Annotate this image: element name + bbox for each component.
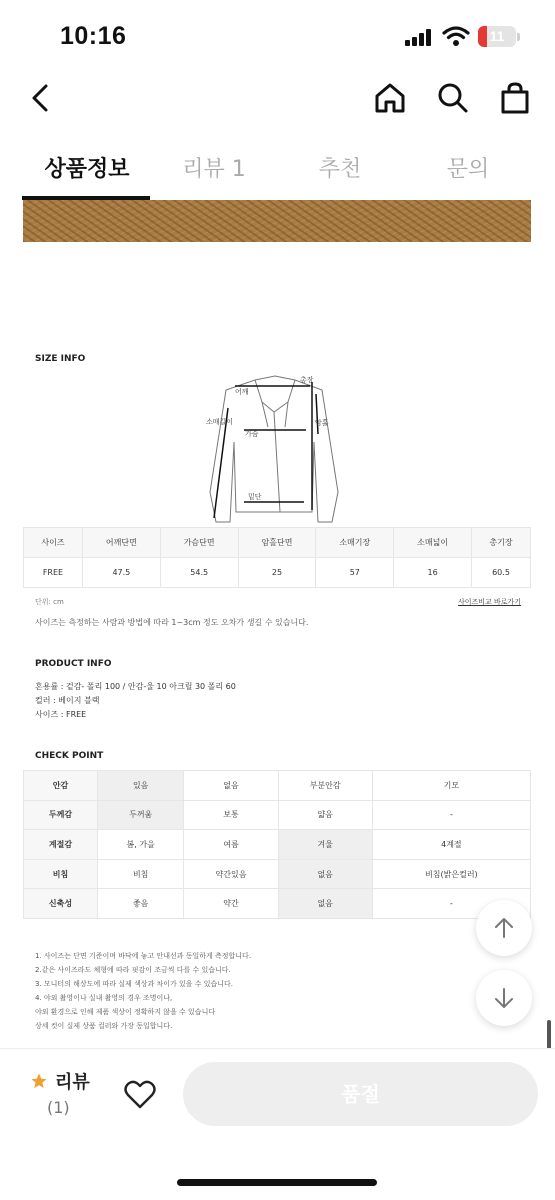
check-cell: 보통 <box>184 800 278 830</box>
diagram-label-hem: 밑단 <box>248 493 262 501</box>
diagram-label-total-length: 총장 <box>300 376 314 384</box>
scroll-top-button[interactable] <box>476 900 532 956</box>
footnote-5: 야외 환경으로 인해 제품 색상이 정확하지 않을 수 있습니다 <box>35 1008 216 1016</box>
soldout-button[interactable]: 품절 <box>183 1062 538 1126</box>
star-icon <box>30 1072 48 1090</box>
check-label: 두께감 <box>24 800 98 830</box>
status-time: 10:16 <box>60 22 127 50</box>
diagram-label-shoulder: 어깨 <box>235 388 249 396</box>
product-fabric-image <box>23 200 531 242</box>
review-count: (1) <box>47 1098 70 1117</box>
check-label: 신축성 <box>24 889 98 919</box>
unit-label: 단위: cm <box>35 598 64 606</box>
check-cell: - <box>372 800 530 830</box>
size-cell: 25 <box>238 558 316 588</box>
size-header-cell: 소매넓이 <box>394 528 472 558</box>
product-info-color: 컬러 : 베이지 블랙 <box>35 696 100 705</box>
check-cell: 없음 <box>184 771 278 801</box>
battery-icon <box>478 26 516 47</box>
check-cell-selected: 없음 <box>278 859 372 889</box>
search-icon <box>435 80 471 116</box>
product-info-title: PRODUCT INFO <box>35 659 112 669</box>
home-icon <box>372 80 408 116</box>
footnote-6: 상세 컷이 실제 상품 컬러와 가장 동일합니다. <box>35 1022 173 1030</box>
check-point-table <box>23 770 531 919</box>
check-cell: 기모 <box>372 771 530 801</box>
home-button[interactable] <box>372 80 408 116</box>
product-info-size: 사이즈 : FREE <box>35 710 87 719</box>
check-row-lining <box>24 771 531 801</box>
check-row-stretch <box>24 889 531 919</box>
size-header-cell: 어깨단면 <box>82 528 160 558</box>
size-cell: 54.5 <box>160 558 238 588</box>
check-label: 비침 <box>24 859 98 889</box>
size-cell: 47.5 <box>82 558 160 588</box>
check-cell: 4계절 <box>372 830 530 860</box>
back-button[interactable] <box>24 80 60 116</box>
size-cell: 60.5 <box>472 558 531 588</box>
battery-cap <box>517 33 520 41</box>
size-info-title: SIZE INFO <box>35 354 86 364</box>
size-note: 사이즈는 측정하는 사람과 방법에 따라 1~3cm 정도 오차가 생길 수 있습니다. <box>35 618 309 627</box>
size-cell: 16 <box>394 558 472 588</box>
jacket-diagram <box>200 372 350 527</box>
check-cell: 비침 <box>98 859 184 889</box>
size-cell: FREE <box>24 558 83 588</box>
check-cell: 여름 <box>184 830 278 860</box>
tab-inquiry[interactable]: 문의 <box>446 157 490 182</box>
scroll-bottom-button[interactable] <box>476 970 532 1026</box>
size-table-row <box>24 558 531 588</box>
tab-recommend[interactable]: 추천 <box>318 157 362 182</box>
size-compare-link[interactable]: 사이즈비교 바로가기 <box>458 598 522 606</box>
battery-level: 11 <box>489 28 505 44</box>
cart-button[interactable] <box>497 80 533 116</box>
check-cell: 좋음 <box>98 889 184 919</box>
wifi-icon <box>442 25 470 47</box>
size-table <box>23 527 531 588</box>
size-table-header <box>24 528 531 558</box>
size-header-cell: 사이즈 <box>24 528 83 558</box>
check-cell-selected: 겨울 <box>278 830 372 860</box>
diagram-label-chest: 가슴 <box>245 430 259 438</box>
check-label: 안감 <box>24 771 98 801</box>
status-bar <box>0 0 555 70</box>
size-cell: 57 <box>316 558 394 588</box>
check-cell-selected: 있음 <box>98 771 184 801</box>
check-cell: 약간 <box>184 889 278 919</box>
arrow-up-icon <box>492 916 516 940</box>
footnote-3: 3. 모니터의 해상도에 따라 실제 색상과 차이가 있을 수 있습니다. <box>35 980 233 988</box>
size-header-cell: 암홀단면 <box>238 528 316 558</box>
tab-bar <box>0 140 555 200</box>
check-label: 계절감 <box>24 830 98 860</box>
footnote-4: 4. 야외 촬영이나 실내 촬영의 경우 조명이나, <box>35 994 173 1002</box>
bag-icon <box>497 80 533 116</box>
check-cell-selected: 없음 <box>278 889 372 919</box>
size-header-cell: 총기장 <box>472 528 531 558</box>
check-row-sheerness <box>24 859 531 889</box>
home-indicator <box>177 1179 377 1186</box>
check-cell-selected: 두꺼움 <box>98 800 184 830</box>
cellular-signal-icon <box>405 28 435 46</box>
product-info-material: 혼용률 : 겉감- 폴리 100 / 안감-울 10 아크릴 30 폴리 60 <box>35 682 236 691</box>
tab-reviews[interactable]: 리뷰 1 <box>182 157 246 182</box>
check-cell: 얇음 <box>278 800 372 830</box>
size-header-cell: 소매기장 <box>316 528 394 558</box>
diagram-label-armhole: 암홀 <box>315 419 329 427</box>
size-header-cell: 가슴단면 <box>160 528 238 558</box>
check-cell: 부분안감 <box>278 771 372 801</box>
check-cell: - <box>372 889 530 919</box>
footnote-2: 2.같은 사이즈라도 체형에 따라 핏감이 조금씩 다를 수 있습니다. <box>35 966 231 974</box>
check-cell: 비침(밝은컬러) <box>372 859 530 889</box>
check-cell: 약간있음 <box>184 859 278 889</box>
chevron-left-icon <box>24 80 60 116</box>
arrow-down-icon <box>492 986 516 1010</box>
check-point-title: CHECK POINT <box>35 751 104 761</box>
check-row-thickness <box>24 800 531 830</box>
search-button[interactable] <box>435 80 471 116</box>
check-row-season <box>24 830 531 860</box>
heart-icon[interactable] <box>124 1080 156 1110</box>
check-cell: 봄, 가을 <box>98 830 184 860</box>
footnote-1: 1. 사이즈는 단면 기준이며 바닥에 놓고 안내선과 동일하게 측정합니다. <box>35 952 252 960</box>
review-label[interactable]: 리뷰 <box>55 1072 90 1093</box>
diagram-label-sleeve-length: 소매길이 <box>206 418 234 426</box>
tab-product-info[interactable]: 상품정보 <box>44 157 130 182</box>
